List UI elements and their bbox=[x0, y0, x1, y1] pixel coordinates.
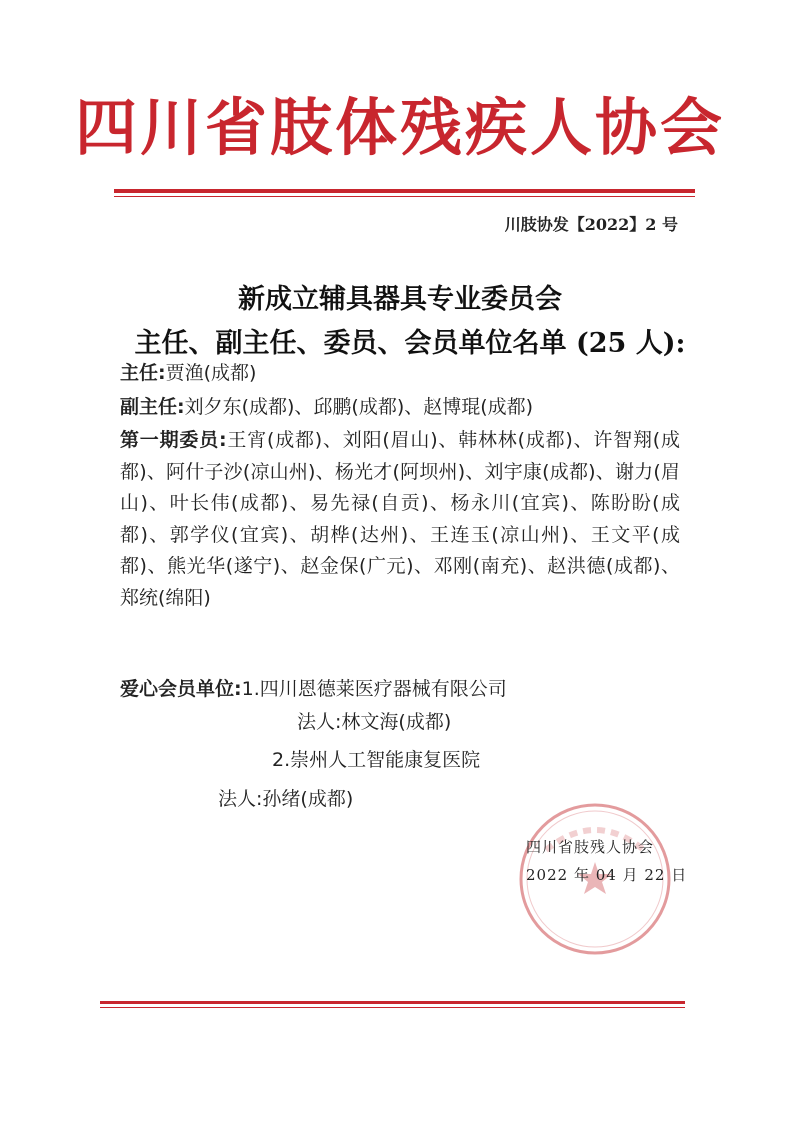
member-unit-2-rep: 法人:孙绪(成都) bbox=[218, 788, 354, 810]
committee-value: 王宵(成都)、刘阳(眉山)、韩林林(成都)、许智翔(成都)、阿什子沙(凉山州)、杨光才(阿坝州)、刘宇康(成都)、谢力(眉山)、叶长伟(成都)、易先禄(自贡)、杨永川(宜宾)、陈盼盼(成都)、郭学仪(宜宾)、胡桦(达州)、王连玉(凉山州)、王文平(成都)、熊光华(遂宁)、赵金保(广元)、邓刚(南充)、赵洪德(成都)、郑统(绵阳) bbox=[120, 429, 680, 609]
director-value: 贾渔(成都) bbox=[165, 362, 257, 384]
members-label: 爱心会员单位: bbox=[120, 678, 242, 700]
signature-org: 四川省肢残人协会 bbox=[526, 838, 655, 856]
deputy-line bbox=[120, 392, 680, 424]
deputy-value: 刘夕东(成都)、邱鹏(成都)、赵博琨(成都) bbox=[184, 395, 534, 418]
member-unit-1-rep: 法人:林文海(成都) bbox=[297, 711, 452, 733]
member-unit-2: 2.崇州人工智能康复医院 bbox=[272, 749, 481, 771]
document-body bbox=[120, 358, 680, 614]
document-title-line2: 主任、副主任、委员、会员单位名单 (25 人): bbox=[134, 328, 686, 359]
director-label: 主任: bbox=[120, 362, 166, 384]
document-number: 川肢协发【2022】2 号 bbox=[504, 215, 678, 234]
director-line bbox=[120, 358, 680, 390]
member-unit-1: 1.四川恩德莱医疗器械有限公司 bbox=[241, 678, 507, 700]
signature-date: 2022 年 04 月 22 日 bbox=[526, 866, 688, 884]
org-masthead-title: 四川省肢体残疾人协会 bbox=[74, 91, 725, 164]
masthead-divider-thick bbox=[114, 189, 695, 193]
masthead-divider-thin bbox=[114, 196, 695, 197]
deputy-label: 副主任: bbox=[120, 395, 185, 418]
document-title-line1: 新成立辅具器具专业委员会 bbox=[238, 284, 562, 315]
footer-divider-thick bbox=[100, 1001, 685, 1004]
committee-label: 第一期委员: bbox=[120, 429, 227, 451]
footer-divider-thin bbox=[100, 1007, 685, 1008]
committee-paragraph bbox=[120, 425, 680, 614]
member-unit-1-line bbox=[120, 674, 507, 701]
